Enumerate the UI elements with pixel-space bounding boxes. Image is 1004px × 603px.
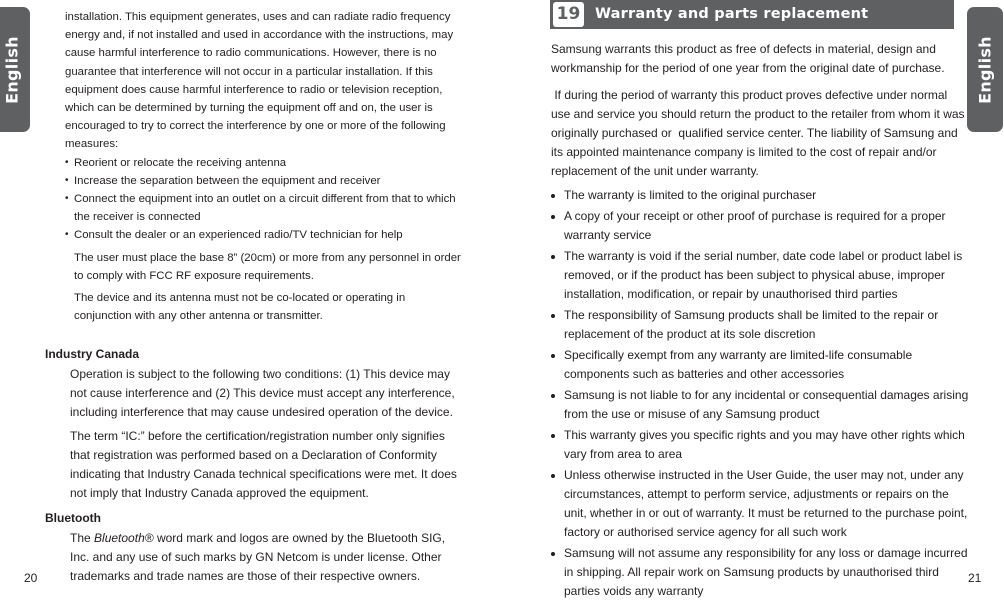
warranty-terms-list — [551, 186, 969, 601]
list-item: Samsung will not assume any responsibility for any loss or damage incurred in shipping. All repair work on Samsung products by unauthorised third parties voids any warranty — [551, 544, 969, 601]
list-item: • Increase the separation between the equipment and receiver — [65, 172, 465, 190]
chapter-number-badge: 19 — [553, 2, 584, 27]
bluetooth-brand: Bluetooth® — [94, 531, 154, 546]
fcc-intro-paragraph: installation. This equipment generates, uses and can radiate radio frequency energy and, if not installed and used in accordance with the instructions, may cause harmful interference to radio communications. However, there is no guarantee that interference will not occur in a particular installation. If this equipment does cause harmful interference to radio or television reception, which can be determined by turning the equipment off and on, the user is encouraged to try to correct the interference by one or more of the following measures: — [65, 11, 454, 151]
antenna-colocation-note: The device and its antenna must not be co-located or operating in conjunction with any other antenna or transmitter. — [74, 292, 406, 323]
bluetooth-the: The — [70, 531, 91, 546]
bluetooth-rest: word mark and logos are owned by the Bluetooth SIG, Inc. and any use of such marks by GN Netcom is under license. Other trademarks and trade names are those of their respective owners. — [70, 531, 446, 584]
left-page — [45, 8, 465, 586]
right-page-number: 21 — [968, 571, 982, 585]
interference-measures-list — [65, 154, 465, 245]
list-item: Samsung is not liable to for any incidental or consequential damages arising from the use or misuse of any Samsung product — [551, 386, 969, 424]
warranty-body — [551, 40, 969, 603]
bluetooth-paragraph — [70, 529, 465, 586]
industry-canada-paragraph-2: The term “IC:” before the certification/registration number only signifies that registration was performed based on a Declaration of Conformity indicating that Industry Canada technical specifications were met. It does not imply that Industry Canada approved the equipment. — [70, 429, 457, 501]
list-item: Unless otherwise instructed in the User Guide, the user may not, under any circumstances, attempt to perform service, adjustments or repairs on the unit, whether in or out of warranty. It must be returned to the purchase point, factory or authorised service agency for all such work — [551, 466, 969, 542]
warranty-paragraph-2: If during the period of warranty this product proves defective under normal use and service you should return the product to the retailer from whom it was originally purchased or qualified service center. The liability of Samsung and its appointed maintenance company is limited to the cost of repair and/or replacement of the unit under warranty. — [551, 88, 968, 178]
list-item: Specifically exempt from any warranty are limited-life consumable components such as batteries and other accessories — [551, 346, 969, 384]
left-language-tab — [0, 7, 30, 132]
rf-exposure-note: The user must place the base 8” (20cm) or more from any personnel in order to comply with FCC RF exposure requirements. — [74, 251, 461, 282]
industry-canada-heading: Industry Canada — [45, 347, 140, 362]
section-title: Warranty and parts replacement — [595, 6, 869, 22]
list-item: • Connect the equipment into an outlet on a circuit different from that to which the receiver is connected — [65, 190, 465, 226]
list-item: This warranty gives you specific rights and you may have other rights which vary from area to area — [551, 426, 969, 464]
list-item: The responsibility of Samsung products shall be limited to the repair or replacement of the product at its sole discretion — [551, 306, 969, 344]
industry-canada-paragraph-1: Operation is subject to the following two conditions: (1) This device may not cause interference and (2) This device must accept any interference, including interference that may cause undesired operation of the device. — [70, 367, 455, 420]
warranty-paragraph-1: Samsung warrants this product as free of defects in material, design and workmanship for the period of one year from the original date of purchase. — [551, 42, 945, 75]
right-language-tab-label: English — [975, 35, 995, 104]
left-language-tab-label: English — [2, 35, 22, 104]
right-language-tab — [967, 7, 1003, 132]
list-item: The warranty is limited to the original purchaser — [551, 186, 969, 205]
list-item: The warranty is void if the serial number, date code label or product label is removed, or if the product has been subject to physical abuse, improper installation, modification, or repair by unauthorised third parties — [551, 247, 969, 304]
list-item: • Consult the dealer or an experienced radio/TV technician for help — [65, 226, 465, 244]
list-item: A copy of your receipt or other proof of purchase is required for a proper warranty service — [551, 207, 969, 245]
left-page-number: 20 — [24, 571, 38, 585]
list-item: • Reorient or relocate the receiving antenna — [65, 154, 465, 172]
bluetooth-heading: Bluetooth — [45, 511, 101, 526]
